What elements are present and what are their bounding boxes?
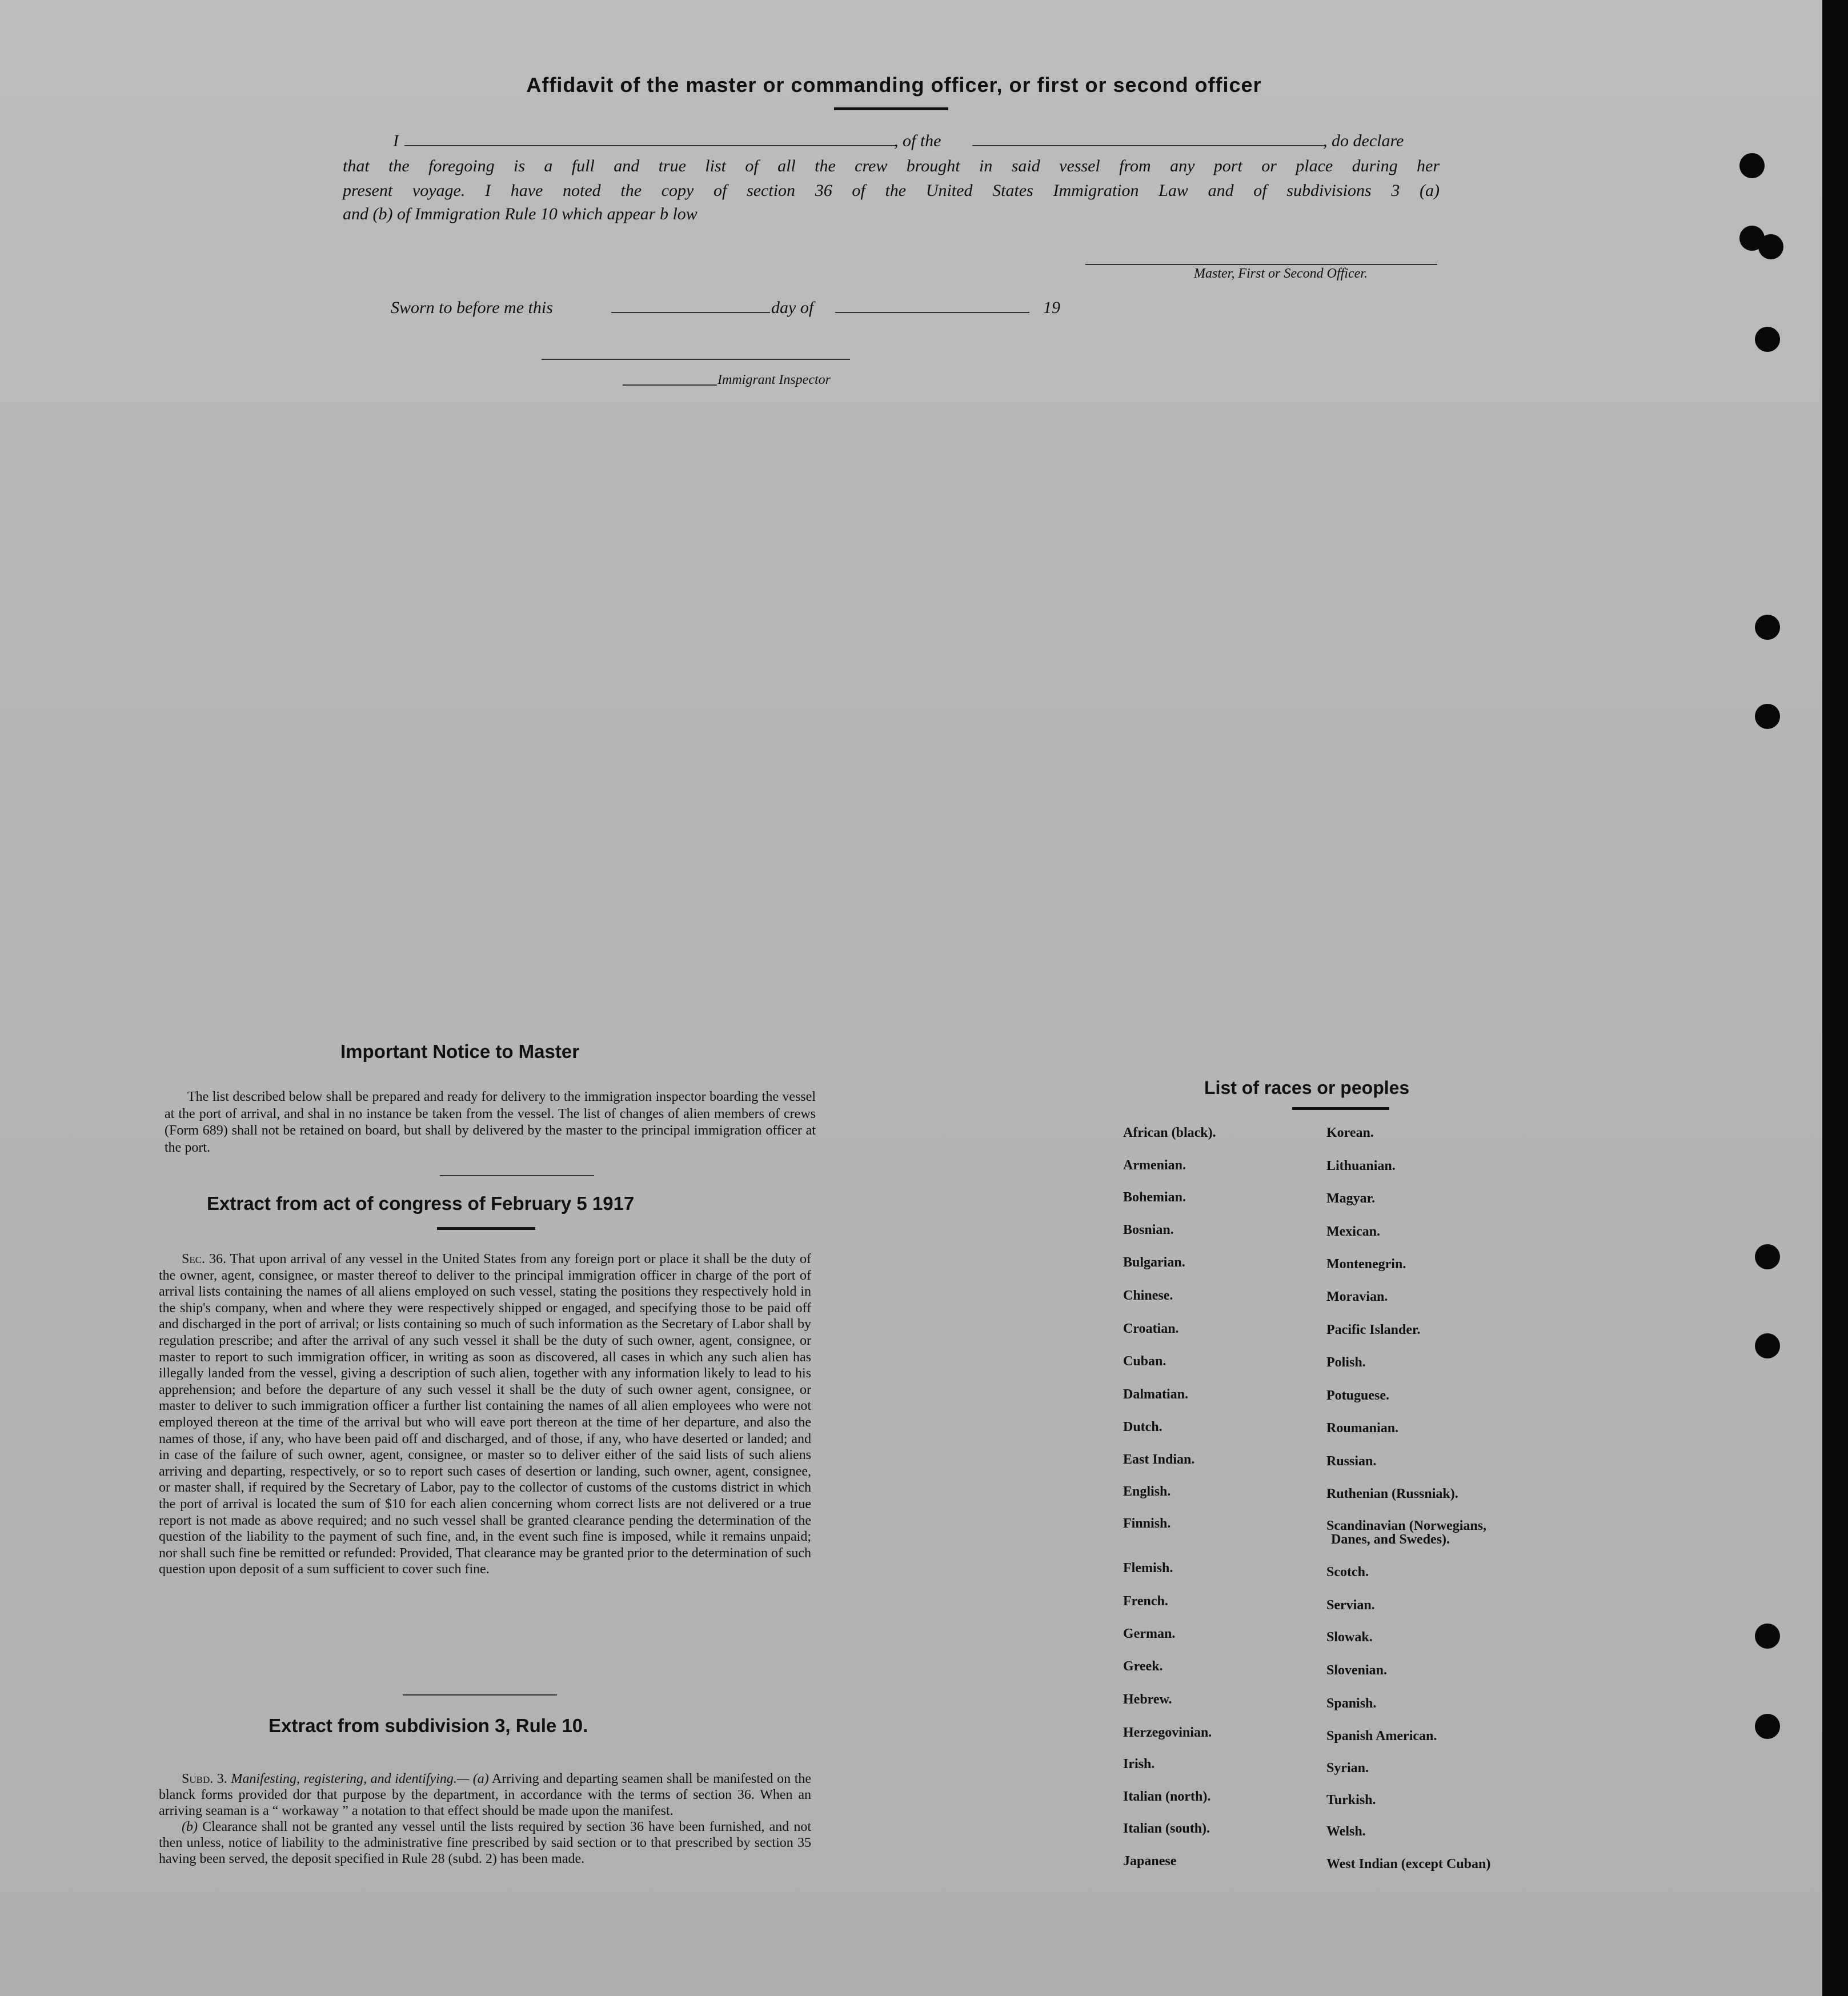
section-36-text — [159, 1251, 811, 1578]
punch-hole — [1755, 1624, 1780, 1649]
race-item: Servian. — [1326, 1598, 1375, 1613]
punch-hole — [1755, 1244, 1780, 1269]
day-of-text: day of — [771, 298, 814, 317]
race-item: Russian. — [1326, 1454, 1377, 1469]
affidavit-i: I — [393, 131, 399, 150]
punch-hole — [1755, 704, 1780, 729]
notice-paragraph: The list described below shall be prepared and ready for delivery to the immigration inspector boarding the vessel at the port of arrival, and shal in no instance be taken from the vessel. The list of changes of alien members of crews (Form 689) shall not be retained on board, but shall by delivered by the master to the principal immigration officer at the port. — [165, 1089, 816, 1155]
race-item: French. — [1123, 1594, 1168, 1609]
race-item: Danes, and Swedes). — [1331, 1532, 1450, 1547]
inspector-dash — [623, 384, 717, 386]
race-item: Pacific Islander. — [1326, 1322, 1421, 1337]
race-item: Dutch. — [1123, 1420, 1162, 1434]
title-underline — [834, 107, 948, 110]
race-item: Ruthenian (Russniak). — [1326, 1486, 1458, 1501]
affidavit-declare: , do declare — [1323, 131, 1404, 150]
affidavit-line4: and (b) of Immigration Rule 10 which appear b low — [343, 205, 697, 223]
section-36-label: Sec. 36. — [182, 1252, 227, 1266]
race-item: Chinese. — [1123, 1288, 1173, 1303]
races-underline — [1292, 1107, 1389, 1110]
affidavit-title: Affidavit of the master or commanding officer, or first or second officer — [526, 73, 1262, 97]
race-item: African (black). — [1123, 1125, 1216, 1140]
race-item: West Indian (except Cuban) — [1326, 1857, 1491, 1871]
subd-b-label: (b) — [182, 1819, 198, 1834]
affidavit-line2: that the foregoing is a full and true list of all the crew brought in said vessel from any port or place during her — [343, 157, 1440, 175]
subd-label: Subd. 3. — [182, 1771, 227, 1786]
race-item: Lithuanian. — [1326, 1159, 1396, 1173]
race-item: Flemish. — [1123, 1561, 1173, 1576]
race-item: Polish. — [1326, 1355, 1366, 1370]
race-item: East Indian. — [1123, 1452, 1195, 1467]
race-item: Moravian. — [1326, 1289, 1388, 1304]
race-item: Slowak. — [1326, 1630, 1373, 1645]
race-item: Herzegovinian. — [1123, 1725, 1212, 1740]
race-item: Armenian. — [1123, 1158, 1186, 1173]
race-item: Welsh. — [1326, 1824, 1366, 1839]
section-36-body: That upon arrival of any vessel in the United States from any foreign port or place it shall be the duty of the owner, agent, consignee, or master thereof to deliver to the principal immigration officer in charge of the port of arrival lists containing the names of all aliens employed on such vessel, stating the positions they respectively hold in the ship's company, when and where they were respectively shipped or engaged, and specifying those to be paid off and discharged in the port of arrival; or lists containing so much of such information as the Secretary of Labor shall by regulation prescribe; and after the arrival of any such vessel it shall be the duty of such owner, agent, consignee, or master to report to such immigration officer, in writing as soon as discovered, all cases in which any such alien has illegally landed from the vessel, giving a description of such alien, together with any information likely to lead to his apprehension; and before the departure of any such vessel it shall be the duty of such owner agent, consignee, or master to deliver to such immigration officer a further list containing the names of all alien employees who were not employed thereon at the time of the arrival but who will eave port thereon at the time of her departure, and also the names of those, if any, who have been paid off and discharged, and of those, if any, who have deserted or landed; and in case of the failure of such owner, agent, consignee, or master so to deliver either of the said lists of such aliens arriving and departing, respectively, or so to report such cases of desertion or landing, such owner, agent, consignee, or master shall, if required by the Secretary of Labor, pay to the collector of customs of the customs district in which the port of arrival is located the sum of $10 for each alien concerning whom correct lists are not delivered or a true report is not made as above required; and no such vessel shall be granted clearance pending the determination of the question of the liability to the payment of such fine, and, in the event such fine is imposed, while it remains unpaid; nor shall such fine be remitted or refunded: Provided, That clearance may be granted prior to the determination of such question upon deposit of a sum sufficient to cover such fine. — [159, 1252, 811, 1577]
vessel-blank[interactable] — [972, 145, 1324, 146]
name-blank[interactable] — [404, 145, 896, 146]
race-item: Croatian. — [1123, 1321, 1179, 1336]
race-item: Montenegrin. — [1326, 1257, 1406, 1272]
race-item: Scandinavian (Norwegians, — [1326, 1518, 1487, 1533]
race-item: Syrian. — [1326, 1761, 1369, 1775]
races-title: List of races or peoples — [1204, 1077, 1410, 1098]
race-item: Hebrew. — [1123, 1692, 1172, 1707]
subd-a-text: Arriving and departing seamen shall be manifested on the blanck forms provided dor that purpose by the department, in accordance with the terms of section 36. When an arriving seaman is a “ workaway ” a notation to that effect should be made upon the manifest. — [159, 1771, 812, 1818]
master-signature-line[interactable] — [1085, 264, 1437, 265]
race-item: Greek. — [1123, 1659, 1163, 1674]
year-prefix: 19 — [1043, 298, 1060, 317]
race-item: Cuban. — [1123, 1354, 1166, 1369]
sworn-text: Sworn to before me this — [391, 298, 553, 317]
punch-hole — [1755, 327, 1780, 352]
notice-title: Important Notice to Master — [340, 1041, 580, 1062]
race-item: German. — [1123, 1626, 1176, 1641]
race-item: Italian (south). — [1123, 1821, 1210, 1836]
race-item: Turkish. — [1326, 1793, 1376, 1807]
race-item: Slovenian. — [1326, 1663, 1388, 1678]
race-item: Scotch. — [1326, 1565, 1369, 1580]
punch-hole — [1755, 615, 1780, 640]
rule-10-text — [159, 1771, 811, 1867]
affidavit-line3: present voyage. I have noted the copy of section 36 of the United States Immigration Law and of subdivisions 3 (a) — [343, 181, 1440, 200]
month-blank[interactable] — [835, 312, 1029, 313]
section-divider — [440, 1175, 594, 1176]
extract-act-underline — [437, 1227, 535, 1230]
race-item: Mexican. — [1326, 1224, 1380, 1239]
affidavit-of-the: , of the — [894, 131, 941, 150]
race-item: Spanish American. — [1326, 1729, 1437, 1744]
race-item: Bosnian. — [1123, 1223, 1174, 1237]
scan-edge — [1822, 0, 1848, 1996]
extract-act-title: Extract from act of congress of February 5 1917 — [207, 1193, 635, 1214]
race-item: Dalmatian. — [1123, 1387, 1188, 1402]
inspector-caption: Immigrant Inspector — [717, 372, 831, 387]
inspector-signature-line[interactable] — [542, 359, 850, 360]
subd-heading: Manifesting, registering, and identifying.— (a) — [231, 1771, 489, 1786]
notice-text — [165, 1089, 816, 1156]
subd-b-text: Clearance shall not be granted any vessel until the lists required by section 36 have been furnished, and not then unless, notice of liability to the administrative fine prescribed by said section or to that prescribed by section 35 having been served, the deposit specified in Rule 28 (subd. 2) has been made. — [159, 1819, 811, 1866]
race-item: Magyar. — [1326, 1191, 1376, 1206]
master-signature-caption: Master, First or Second Officer. — [1194, 266, 1368, 281]
race-item: Spanish. — [1326, 1696, 1377, 1711]
race-item: Finnish. — [1123, 1516, 1171, 1531]
race-item: Potuguese. — [1326, 1388, 1389, 1403]
race-item: Irish. — [1123, 1757, 1155, 1771]
race-item: English. — [1123, 1484, 1171, 1499]
race-item: Bulgarian. — [1123, 1255, 1185, 1270]
punch-hole — [1758, 234, 1783, 259]
extract-rule-title: Extract from subdivision 3, Rule 10. — [268, 1715, 588, 1736]
race-item: Japanese — [1123, 1854, 1177, 1869]
punch-hole — [1755, 1714, 1780, 1739]
race-item: Bohemian. — [1123, 1190, 1186, 1205]
day-blank[interactable] — [611, 312, 770, 313]
section-divider — [403, 1694, 557, 1696]
race-item: Roumanian. — [1326, 1421, 1399, 1436]
race-item: Italian (north). — [1123, 1789, 1211, 1804]
punch-hole — [1739, 153, 1765, 178]
race-item: Korean. — [1326, 1125, 1374, 1140]
punch-hole — [1755, 1333, 1780, 1358]
